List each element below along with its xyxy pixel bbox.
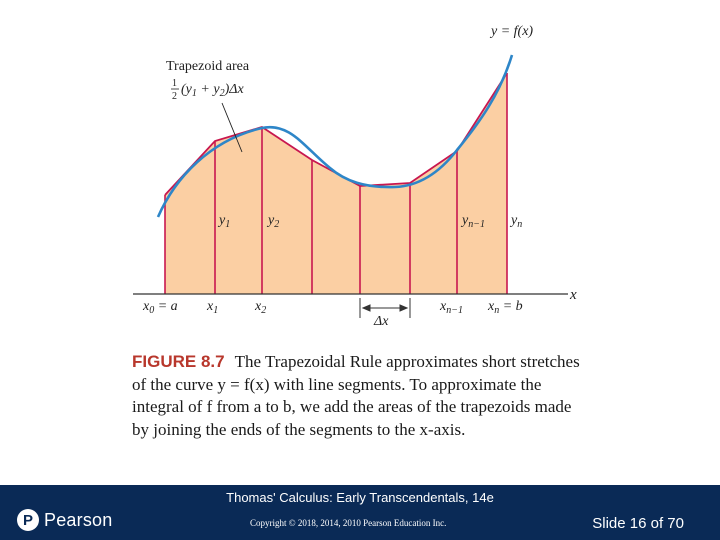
fraction-numerator: 1 [172,78,177,89]
curve-label: y = f(x) [491,24,534,39]
tick-label-x1: $x_1$ [207,299,219,316]
figure-label: FIGURE 8.7 [132,352,225,371]
tick-label-xn-1: $x_{n-1}$ [440,299,463,316]
caption-text: The Trapezoidal Rule approximates short stretches of the curve y = f(x) with line segments. To approximate the integral of f from a to b, we add the areas of the trapezoids made by joining the ends of the segments to the x-axis. [132,352,580,439]
fraction-denominator: 2 [172,91,177,102]
tick-label-x0: $x_0 = a$ [143,299,178,316]
ordinate-label-yn: $y_n$ [511,213,523,230]
tick-label-xn: $x_n = b$ [488,299,523,316]
pearson-logo-icon: P [17,509,39,531]
tick-label-x2: $x_2$ [255,299,267,316]
trapezoid-formula: $(y_1 + y_2)\Delta x$ [181,82,244,99]
copyright: Copyright © 2018, 2014, 2010 Pearson Education Inc. [250,518,447,528]
pearson-logo [17,509,112,531]
book-title: Thomas' Calculus: Early Transcendentals, 14e [226,490,494,505]
pearson-logo-text: Pearson [44,509,113,530]
figure-caption [132,351,592,441]
slide-number: Slide 16 of 70 [592,515,684,532]
ordinate-label-yn-1: $y_{n-1}$ [462,213,485,230]
footer-bar [0,485,720,540]
ordinate-label-y2: $y_2$ [268,213,280,230]
delta-x-label: Δx [374,314,389,329]
ordinate-label-y1: $y_1$ [219,213,231,230]
trapezoids-fill [165,73,507,294]
trapezoid-area-label: Trapezoid area [166,59,250,74]
x-axis-label: x [570,287,577,303]
